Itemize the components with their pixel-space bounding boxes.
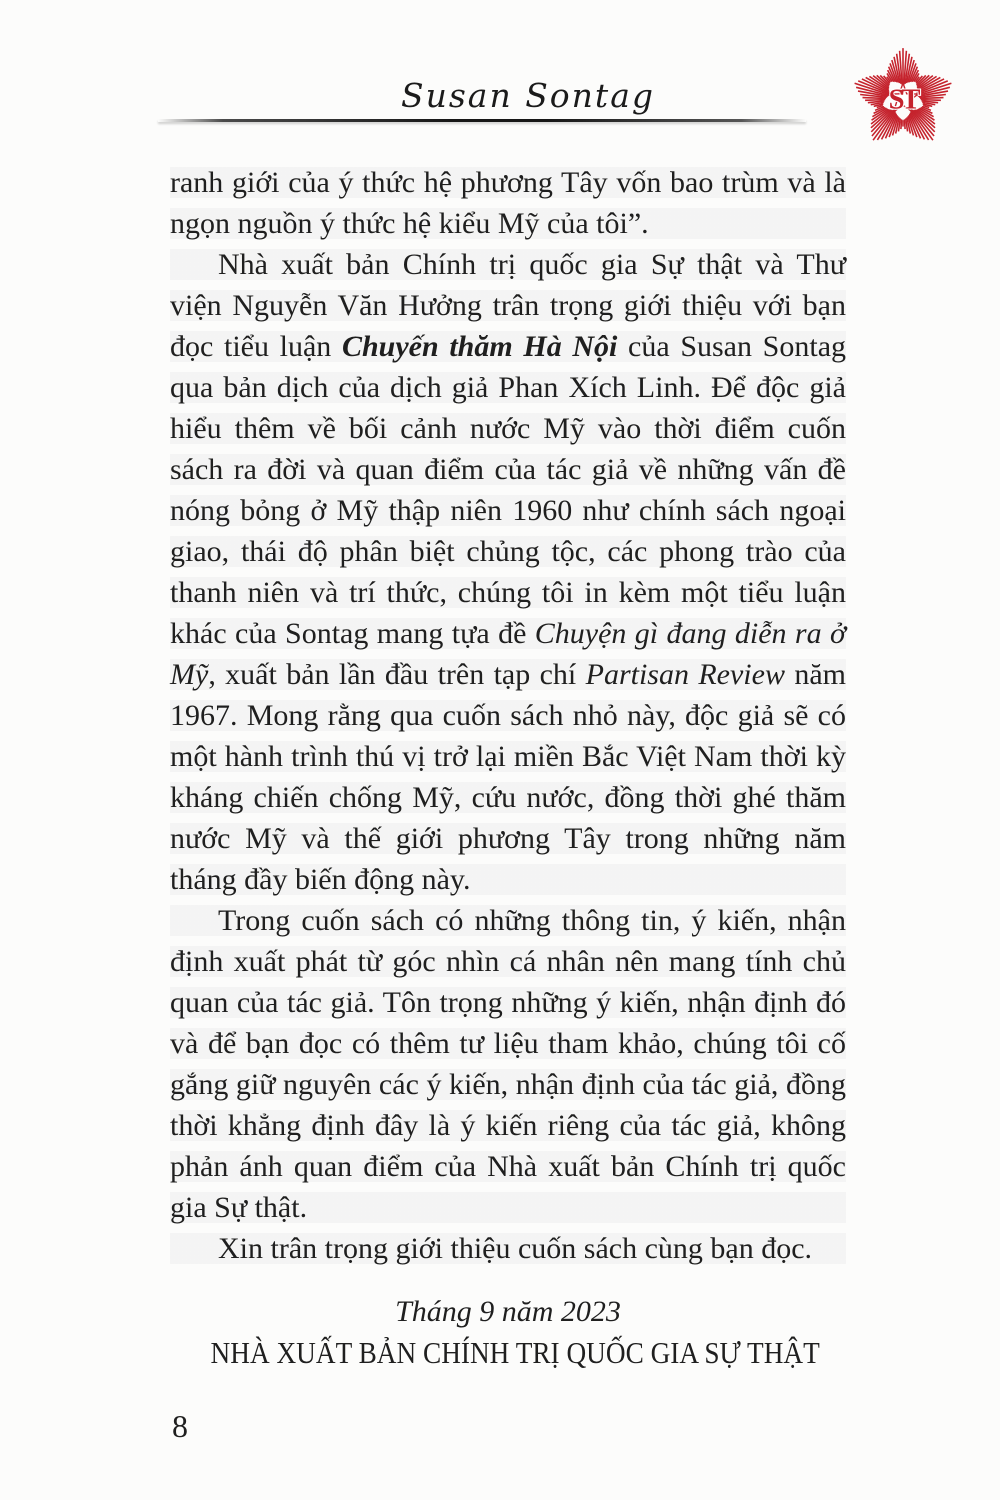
paragraph [170,1228,846,1269]
paragraph [170,900,846,1228]
page-number: 8 [172,1408,188,1444]
emphasized-title: Chuyện gì đang diễn ra ở Mỹ [170,617,846,691]
closing-publisher: NHÀ XUẤT BẢN CHÍNH TRỊ QUỐC GIA SỰ THẬT [210,1335,820,1370]
paragraph [170,244,846,900]
text-run: Trong cuốn sách có những thông tin, ý kiến, nhận định xuất phát từ góc nhìn cá nhân nên mang tính chủ quan của tác giả. Tôn trọng những ý kiến, nhận định đó và để bạn đọc có thêm tư liệu tham khảo, chúng tôi cố gắng giữ nguyên các ý kiến, nhận định của tác giả, đồng thời khẳng định đây là ý kiến riêng của tác giả, không phản ánh quan điểm của Nhà xuất bản Chính trị quốc gia Sự thật. [170,904,846,1224]
text-run: Xin trân trọng giới thiệu cuốn sách cùng bạn đọc. [218,1232,813,1265]
running-head-author: Susan Sontag [400,76,656,115]
logo-letters: ST [888,83,918,116]
emphasized-title: Partisan Review [585,658,785,691]
star-burst-icon [850,46,956,152]
closing-block [170,1292,846,1374]
text-run: , xuất bản lần đầu trên tạp chí [208,658,586,691]
body-text [170,162,846,1269]
text-run: năm 1967. Mong rằng qua cuốn sách nhỏ này, độc giả sẽ có một hành trình thú vị trở lại miền Bắc Việt Nam thời kỳ kháng chiến chống Mỹ, cứu nước, đồng thời ghé thăm nước Mỹ và thế giới phương Tây trong những năm tháng đầy biến động này. [170,658,847,896]
text-run: ranh giới của ý thức hệ phương Tây vốn bao trùm và là ngọn nguồn ý thức hệ kiểu Mỹ của tôi”. [170,166,846,240]
text-run: của Susan Sontag qua bản dịch của dịch giả Phan Xích Linh. Để độc giả hiểu thêm về bối cảnh nước Mỹ vào thời điểm cuốn sách ra đời và quan điểm của tác giả về những vấn đề nóng bỏng ở Mỹ thập niên 1960 như chính sách ngoại giao, thái độ phân biệt chủng tộc, các phong trào của thanh niên và trí thức, chúng tôi in kèm một tiểu luận khác của Sontag mang tựa đề [170,330,847,650]
closing-date: Tháng 9 năm 2023 [395,1295,621,1328]
text-run: Nhà xuất bản Chính trị quốc gia Sự thật và Thư viện Nguyễn Văn Hưởng trân trọng giới thiệu với bạn đọc tiểu luận [170,248,846,363]
paragraph [170,162,846,244]
emphasized-title: Chuyến thăm Hà Nội [341,330,618,363]
header-rule [158,119,806,122]
publisher-star-logo [850,46,956,152]
